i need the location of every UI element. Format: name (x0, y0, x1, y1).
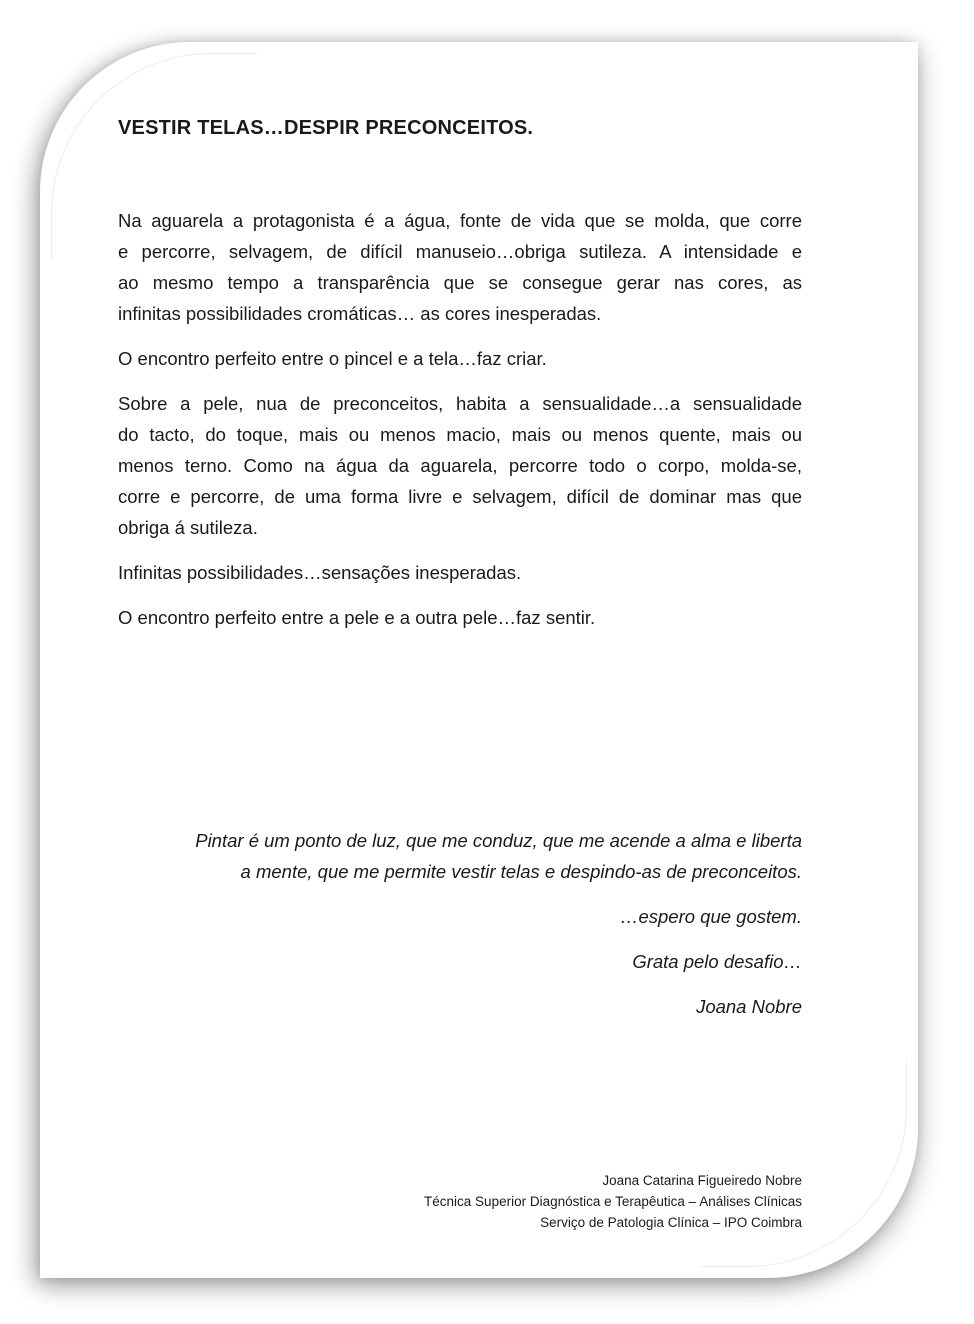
text-line: do tacto, do toque, mais ou menos macio, mais ou menos quente, mais ou (118, 424, 802, 445)
text-line: O encontro perfeito entre a pele e a outra pele…faz sentir. (118, 607, 596, 628)
text-line: Pintar é um ponto de luz, que me conduz, que me acende a alma e liberta (195, 830, 802, 851)
document-page (40, 42, 918, 1278)
paragraph (118, 388, 802, 543)
text-line: Serviço de Patologia Clínica – IPO Coimbra (540, 1215, 802, 1230)
paragraph (118, 343, 802, 374)
text-line: Joana Nobre (696, 996, 802, 1017)
text-line: O encontro perfeito entre o pincel e a tela…faz criar. (118, 348, 547, 369)
paragraph (118, 557, 802, 588)
quote-block (118, 825, 802, 1022)
page-content (118, 115, 802, 1233)
text-line: Grata pelo desafio… (632, 951, 802, 972)
text-line: Técnica Superior Diagnóstica e Terapêutica – Análises Clínicas (424, 1194, 802, 1209)
text-line: Sobre a pele, nua de preconceitos, habita a sensualidade…a sensualidade (118, 393, 802, 414)
paragraph (118, 946, 802, 977)
paragraph (118, 205, 802, 329)
document-title: VESTIR TELAS…DESPIR PRECONCEITOS. (118, 117, 534, 139)
text-line: a mente, que me permite vestir telas e despindo-as de preconceitos. (240, 861, 802, 882)
body-paragraphs (118, 205, 802, 633)
paragraph (118, 602, 802, 633)
paragraph (118, 825, 802, 887)
text-line: obriga á sutileza. (118, 517, 258, 538)
signature-block (118, 1170, 802, 1233)
text-line: …espero que gostem. (619, 906, 802, 927)
text-line: Joana Catarina Figueiredo Nobre (602, 1173, 802, 1188)
text-line: menos terno. Como na água da aguarela, percorre todo o corpo, molda-se, (118, 455, 802, 476)
text-line: ao mesmo tempo a transparência que se consegue gerar nas cores, as (118, 272, 802, 293)
paragraph (118, 901, 802, 932)
text-line: Infinitas possibilidades…sensações inesperadas. (118, 562, 522, 583)
text-line: corre e percorre, de uma forma livre e selvagem, difícil de dominar mas que (118, 486, 802, 507)
text-line: infinitas possibilidades cromáticas… as cores inesperadas. (118, 303, 602, 324)
paragraph (118, 991, 802, 1022)
text-line: e percorre, selvagem, de difícil manuseio…obriga sutileza. A intensidade e (118, 241, 802, 262)
text-line: Na aguarela a protagonista é a água, fonte de vida que se molda, que corre (118, 210, 802, 231)
